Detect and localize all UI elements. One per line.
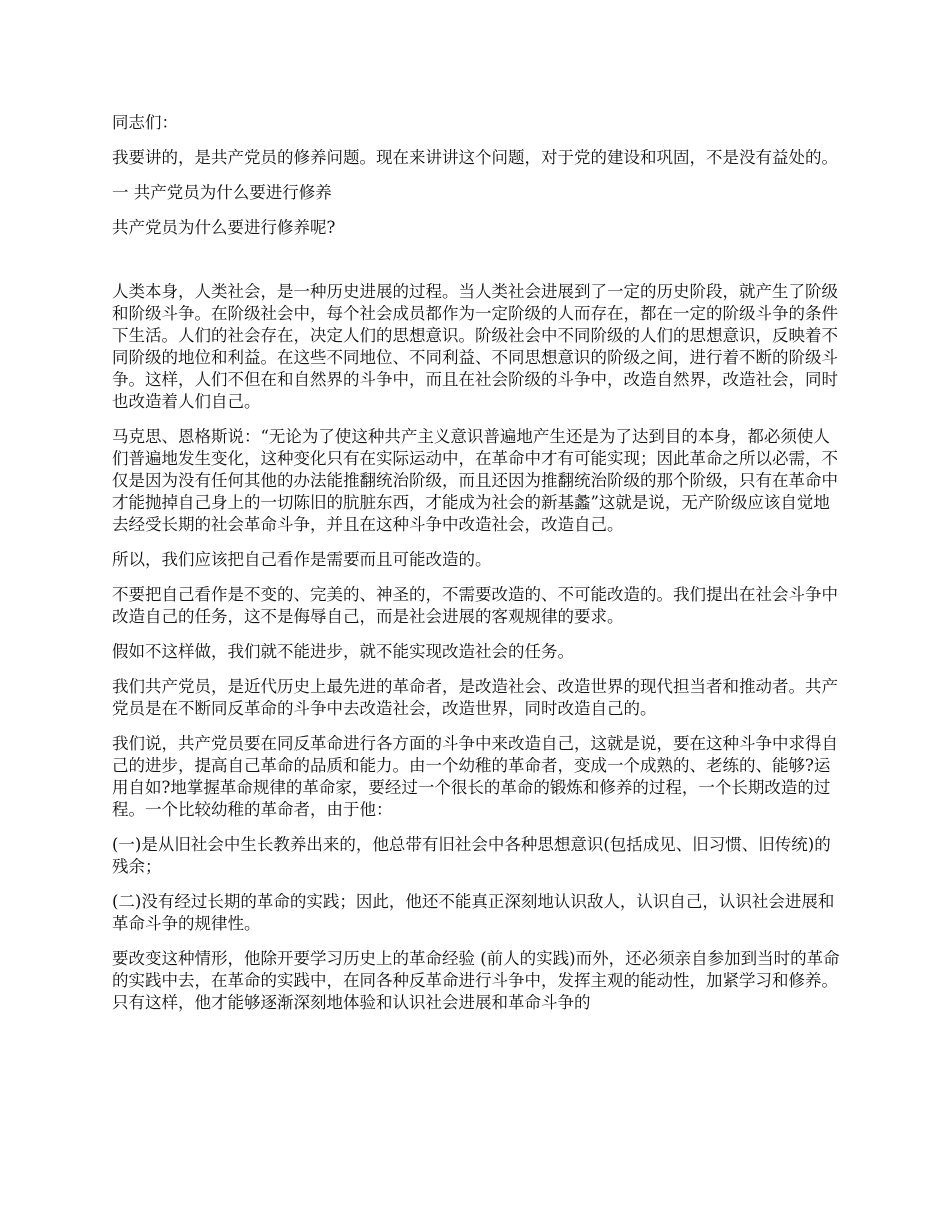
document-page	[112, 112, 842, 1027]
body-paragraph: 马克思、恩格斯说：“无论为了使这种共产主义意识普遍地产生还是为了达到目的本身，都必须使人们普遍地发生变化，这种变化只有在实际运动中，在革命中才有可能实现；因此革命之所以必需，不仅是因为没有任何其他的办法能推翻统治阶级，而且还因为推翻统治阶级的那个阶级，只有在革命中才能抛掉自己身上的一切陈旧的肮脏东西，才能成为社会的新基蠡”这就是说，无产阶级应该自觉地去经受长期的社会革命斗争，并且在这种斗争中改造社会，改造自己。	[112, 427, 838, 534]
body-paragraph: 要改变这种情形，他除开要学习历史上的革命经验 (前人的实践)而外，还必须亲自参加到当时的革命的实践中去，在革命的实践中，在同各种反革命进行斗争中，发挥主观的能动性，加紧学习和修养。只有这样，他才能够逐渐深刻地体验和认识社会进展和革命斗争的	[112, 949, 840, 1012]
blank-gap	[112, 252, 842, 281]
body-paragraph: 我们说，共产党员要在同反革命进行各方面的斗争中来改造自己，这就是说，要在这种斗争中求得自己的进步，提高自己革命的品质和能力。由一个幼稚的革命者，变成一个成熟的、老练的、能够?运用自如?地掌握革命规律的革命家，要经过一个很长的革命的锻炼和修养的过程，一个长期改造的过程。一个比较幼稚的革命者，由于他：	[112, 734, 838, 819]
list-item-two: (二)没有经过长期的革命的实践；因此，他还不能真正深刻地认识敌人，认识自己，认识社会进展和革命斗争的规律性。	[112, 892, 835, 933]
section-heading: 一 共产党员为什么要进行修养	[112, 183, 332, 202]
body-paragraph: 不要把自己看作是不变的、完美的、神圣的，不需要改造的、不可能改造的。我们提出在社会斗争中改造自己的任务，这不是侮辱自己，而是社会进展的客观规律的要求。	[112, 585, 838, 626]
list-item-one: (一)是从旧社会中生长教养出来的，他总带有旧社会中各种思想意识(包括成见、旧习惯、旧传统)的残余；	[112, 835, 831, 876]
body-paragraph: 我们共产党员，是近代历史上最先进的革命者，是改造社会、改造世界的现代担当者和推动者。共产党员是在不断同反革命的斗争中去改造社会，改造世界，同时改造自己的。	[112, 677, 838, 718]
body-paragraph: 人类本身，人类社会，是一种历史进展的过程。当人类社会进展到了一定的历史阶段，就产生了阶级和阶级斗争。在阶级社会中，每个社会成员都作为一定阶级的人而存在，都在一定的阶级斗争的条件下生活。人们的社会存在，决定人们的思想意识。阶级社会中不同阶级的人们的思想意识，反映着不同阶级的地位和利益。在这些不同地位、不同利益、不同思想意识的阶级之间，进行着不断的阶级斗争。这样，人们不但在和自然界的斗争中，而且在社会阶级的斗争中，改造自然界，改造社会，同时也改造着人们自己。	[112, 282, 838, 411]
body-paragraph: 所以，我们应该把自己看作是需要而且可能改造的。	[112, 550, 492, 569]
greeting: 同志们：	[112, 113, 178, 132]
section-question: 共产党员为什么要进行修养呢?	[112, 218, 336, 237]
intro-paragraph: 我要讲的，是共产党员的修养问题。现在来讲讲这个问题，对于党的建设和巩固，不是没有益处的。	[112, 148, 838, 167]
body-paragraph: 假如不这样做，我们就不能进步，就不能实现改造社会的任务。	[112, 642, 574, 661]
